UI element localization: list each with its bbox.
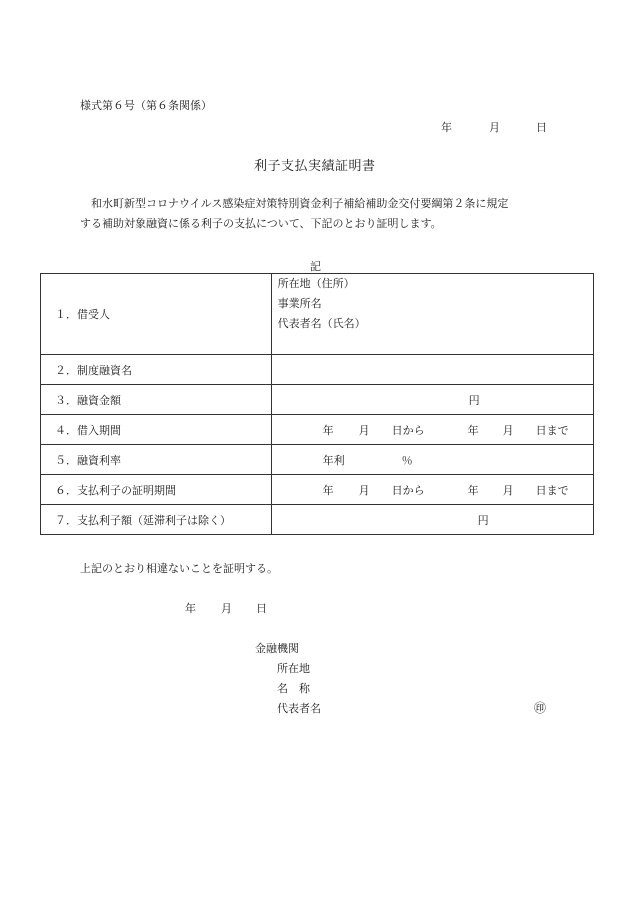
intro-line-2: する補助対象融資に係る利子の支払について、下記のとおり証明します。: [80, 217, 442, 230]
row-label-interest-paid: ７．支払利子額（延滞利子は除く）: [41, 505, 272, 535]
header-date-month: 月: [489, 121, 500, 134]
row-label-loan-period: ４．借入期間: [41, 415, 272, 445]
cert-period-from-year: 年: [322, 483, 334, 497]
loan-period-to-day: 日まで: [535, 423, 569, 437]
loan-period-value[interactable]: [271, 415, 593, 445]
cert-date-month: 月: [221, 602, 232, 615]
loan-period-from-day: 日から: [391, 423, 425, 437]
table-row: [41, 415, 594, 445]
field-representative: 代表者名（氏名）: [277, 317, 366, 330]
cert-period-from-day: 日から: [391, 483, 425, 497]
borrower-fields[interactable]: [271, 274, 593, 355]
header-date-day: 日: [536, 121, 547, 134]
loan-amount-value[interactable]: [271, 385, 593, 415]
institution-representative: 代表者名: [277, 702, 321, 715]
interest-rate-prefix: 年利: [322, 453, 345, 467]
cert-period-to-day: 日まで: [535, 483, 569, 497]
interest-rate-value[interactable]: [271, 445, 593, 475]
document-title: 利子支払実績証明書: [254, 159, 376, 174]
program-value[interactable]: [271, 355, 593, 385]
cert-date-year: 年: [185, 602, 196, 615]
header-date-year: 年: [441, 121, 452, 134]
loan-period-to-year: 年: [467, 423, 479, 437]
interest-rate-unit: ％: [401, 453, 413, 467]
interest-paid-value[interactable]: [271, 505, 593, 535]
row-label-loan-amount: ３．融資金額: [41, 385, 272, 415]
loan-amount-unit: 円: [468, 393, 480, 407]
field-business-name: 事業所名: [277, 297, 322, 310]
loan-period-from-year: 年: [322, 423, 334, 437]
cert-period-from-month: 月: [358, 483, 370, 497]
row-label-borrower: １．借受人: [41, 274, 272, 355]
seal-mark: ㊞: [534, 701, 547, 715]
cert-period-to-month: 月: [502, 483, 514, 497]
table-row: [41, 385, 594, 415]
row-label-interest-rate: ５．融資利率: [41, 445, 272, 475]
intro-line-1: 和水町新型コロナウイルス感染症対策特別資金利子補給補助金交付要綱第２条に規定: [91, 197, 509, 210]
cert-period-to-year: 年: [467, 483, 479, 497]
table-row: [41, 274, 594, 355]
interest-paid-unit: 円: [477, 513, 489, 527]
form-number: 様式第６号（第６条関係）: [80, 99, 212, 112]
loan-period-from-month: 月: [358, 423, 370, 437]
table-row: [41, 445, 594, 475]
institution-name: 名 称: [277, 682, 310, 695]
table-row: [41, 505, 594, 535]
ki-heading: 記: [310, 260, 321, 273]
row-label-cert-period: ６．支払利子の証明期間: [41, 475, 272, 505]
table-row: [41, 475, 594, 505]
field-address: 所在地（住所）: [277, 277, 355, 290]
cert-date-day: 日: [256, 602, 267, 615]
row-label-program: ２．制度融資名: [41, 355, 272, 385]
institution-address: 所在地: [277, 662, 310, 675]
institution-heading: 金融機関: [255, 642, 299, 655]
table-row: [41, 355, 594, 385]
loan-period-to-month: 月: [502, 423, 514, 437]
certify-statement: 上記のとおり相違ないことを証明する。: [80, 562, 278, 575]
details-table: [40, 273, 594, 535]
cert-period-value[interactable]: [271, 475, 593, 505]
